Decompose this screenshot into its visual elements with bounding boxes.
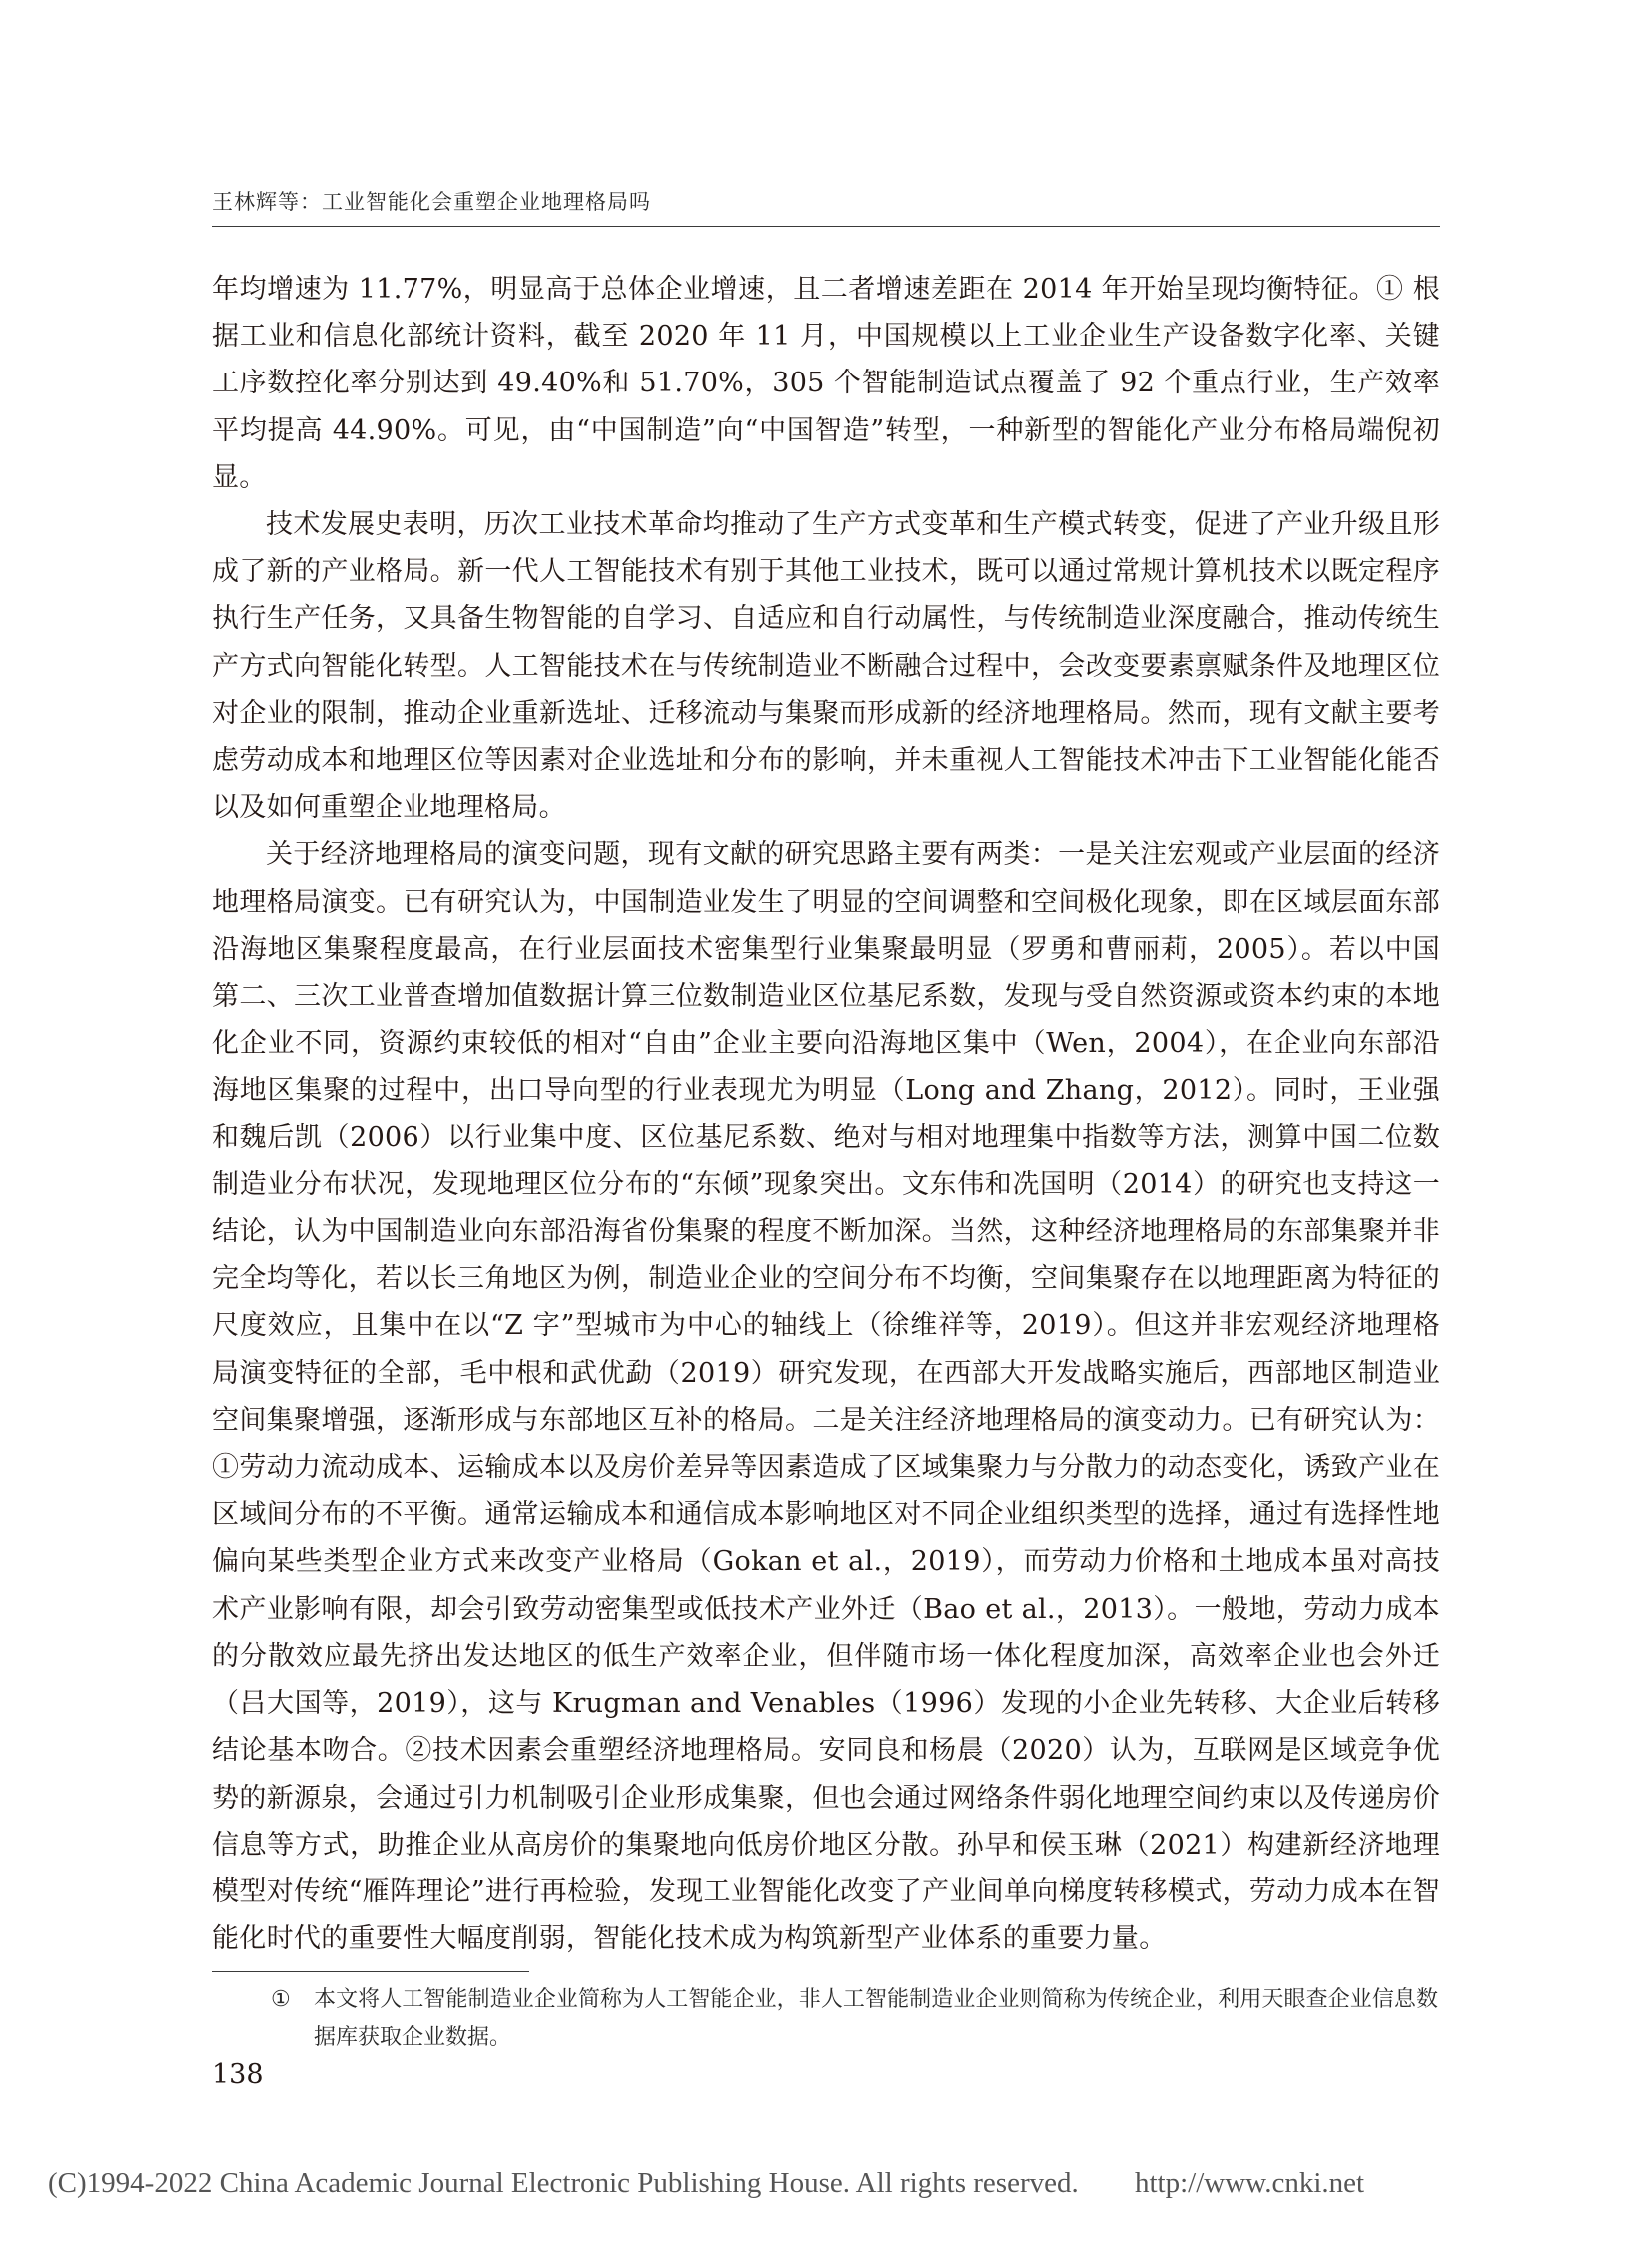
copyright-url-link[interactable]: http://www.cnki.net (1135, 2167, 1365, 2199)
footnote-marker: ① (271, 1987, 291, 2012)
footnote-body: 本文将人工智能制造业企业简称为人工智能企业，非人工智能制造业企业则简称为传统企业，利用天眼查企业信息数据库获取企业数据。 (314, 1987, 1438, 2050)
paragraph-technology-history: 技术发展史表明，历次工业技术革命均推动了生产方式变革和生产模式转变，促进了产业升级且形成了新的产业格局。新一代人工智能技术有别于其他工业技术，既可以通过常规计算机技术以既定程序执行生产任务，又具备生物智能的自学习、自适应和自行动属性，与传统制造业深度融合，推动传统生产方式向智能化转型。人工智能技术在与传统制造业不断融合过程中，会改变要素禀赋条件及地理区位对企业的限制，推动企业重新选址、迁移流动与集聚而形成新的经济地理格局。然而，现有文献主要考虑劳动成本和地理区位等因素对企业选址和分布的影响，并未重视人工智能技术冲击下工业智能化能否以及如何重塑企业地理格局。 (212, 509, 1440, 824)
running-header-title: 王林辉等：工业智能化会重塑企业地理格局吗 (212, 190, 651, 214)
page-number: 138 (212, 2059, 264, 2090)
paragraph-continued: 年均增速为 11.77%，明显高于总体企业增速，且二者增速差距在 2014 年开始呈现均衡特征。① 根据工业和信息化部统计资料，截至 2020 年 11 月，中国规模以上工业企业生产设备数字化率、关键工序数控化率分别达到 49.40%和 51.70%，305 个智能制造试点覆盖了 92 个重点行业，生产效率平均提高 44.90%。可见，由“中国制造”向“中国智造”转型，一种新型的智能化产业分布格局端倪初显。 (212, 274, 1440, 493)
body-text (212, 266, 1440, 1962)
copyright-notice: (C)1994-2022 China Academic Journal Electronic Publishing House. All rights reserved. (48, 2167, 1079, 2199)
footnote-text (268, 1981, 1438, 2057)
header-divider (212, 226, 1440, 227)
footnote-divider (212, 1971, 529, 1972)
paragraph-geography-evolution: 关于经济地理格局的演变问题，现有文献的研究思路主要有两类：一是关注宏观或产业层面的经济地理格局演变。已有研究认为，中国制造业发生了明显的空间调整和空间极化现象，即在区域层面东部沿海地区集聚程度最高，在行业层面技术密集型行业集聚最明显（罗勇和曹丽莉，2005）。若以中国第二、三次工业普查增加值数据计算三位数制造业区位基尼系数，发现与受自然资源或资本约束的本地化企业不同，资源约束较低的相对“自由”企业主要向沿海地区集中（Wen，2004），在企业向东部沿海地区集聚的过程中，出口导向型的行业表现尤为明显（Long and Zhang，2012）。同时，王业强和魏后凯（2006）以行业集中度、区位基尼系数、绝对与相对地理集中指数等方法，测算中国二位数制造业分布状况，发现地理区位分布的“东倾”现象突出。文东伟和冼国明（2014）的研究也支持这一结论，认为中国制造业向东部沿海省份集聚的程度不断加深。当然，这种经济地理格局的东部集聚并非完全均等化，若以长三角地区为例，制造业企业的空间分布不均衡，空间集聚存在以地理距离为特征的尺度效应，且集中在以“Z 字”型城市为中心的轴线上（徐维祥等，2019）。但这并非宏观经济地理格局演变特征的全部，毛中根和武优勐（2019）研究发现，在西部大开发战略实施后，西部地区制造业空间集聚增强，逐渐形成与东部地区互补的格局。二是关注经济地理格局的演变动力。已有研究认为：①劳动力流动成本、运输成本以及房价差异等因素造成了区域集聚力与分散力的动态变化，诱致产业在区域间分布的不平衡。通常运输成本和通信成本影响地区对不同企业组织类型的选择，通过有选择性地偏向某些类型企业方式来改变产业格局（Gokan et al.，2019），而劳动力价格和土地成本虽对高技术产业影响有限，却会引致劳动密集型或低技术产业外迁（Bao et al.，2013）。一般地，劳动力成本的分散效应最先挤出发达地区的低生产效率企业，但伴随市场一体化程度加深，高效率企业也会外迁（吕大国等，2019），这与 Krugman and Venables（1996）发现的小企业先转移、大企业后转移结论基本吻合。②技术因素会重塑经济地理格局。安同良和杨晨（2020）认为，互联网是区域竞争优势的新源泉，会通过引力机制吸引企业形成集聚，但也会通过网络条件弱化地理空间约束以及传递房价信息等方式，助推企业从高房价的集聚地向低房价地区分散。孙早和侯玉琳（2021）构建新经济地理模型对传统“雁阵理论”进行再检验，发现工业智能化改变了产业间单向梯度转移模式，劳动力成本在智能化时代的重要性大幅度削弱，智能化技术成为构筑新型产业体系的重要力量。 (212, 839, 1440, 1955)
